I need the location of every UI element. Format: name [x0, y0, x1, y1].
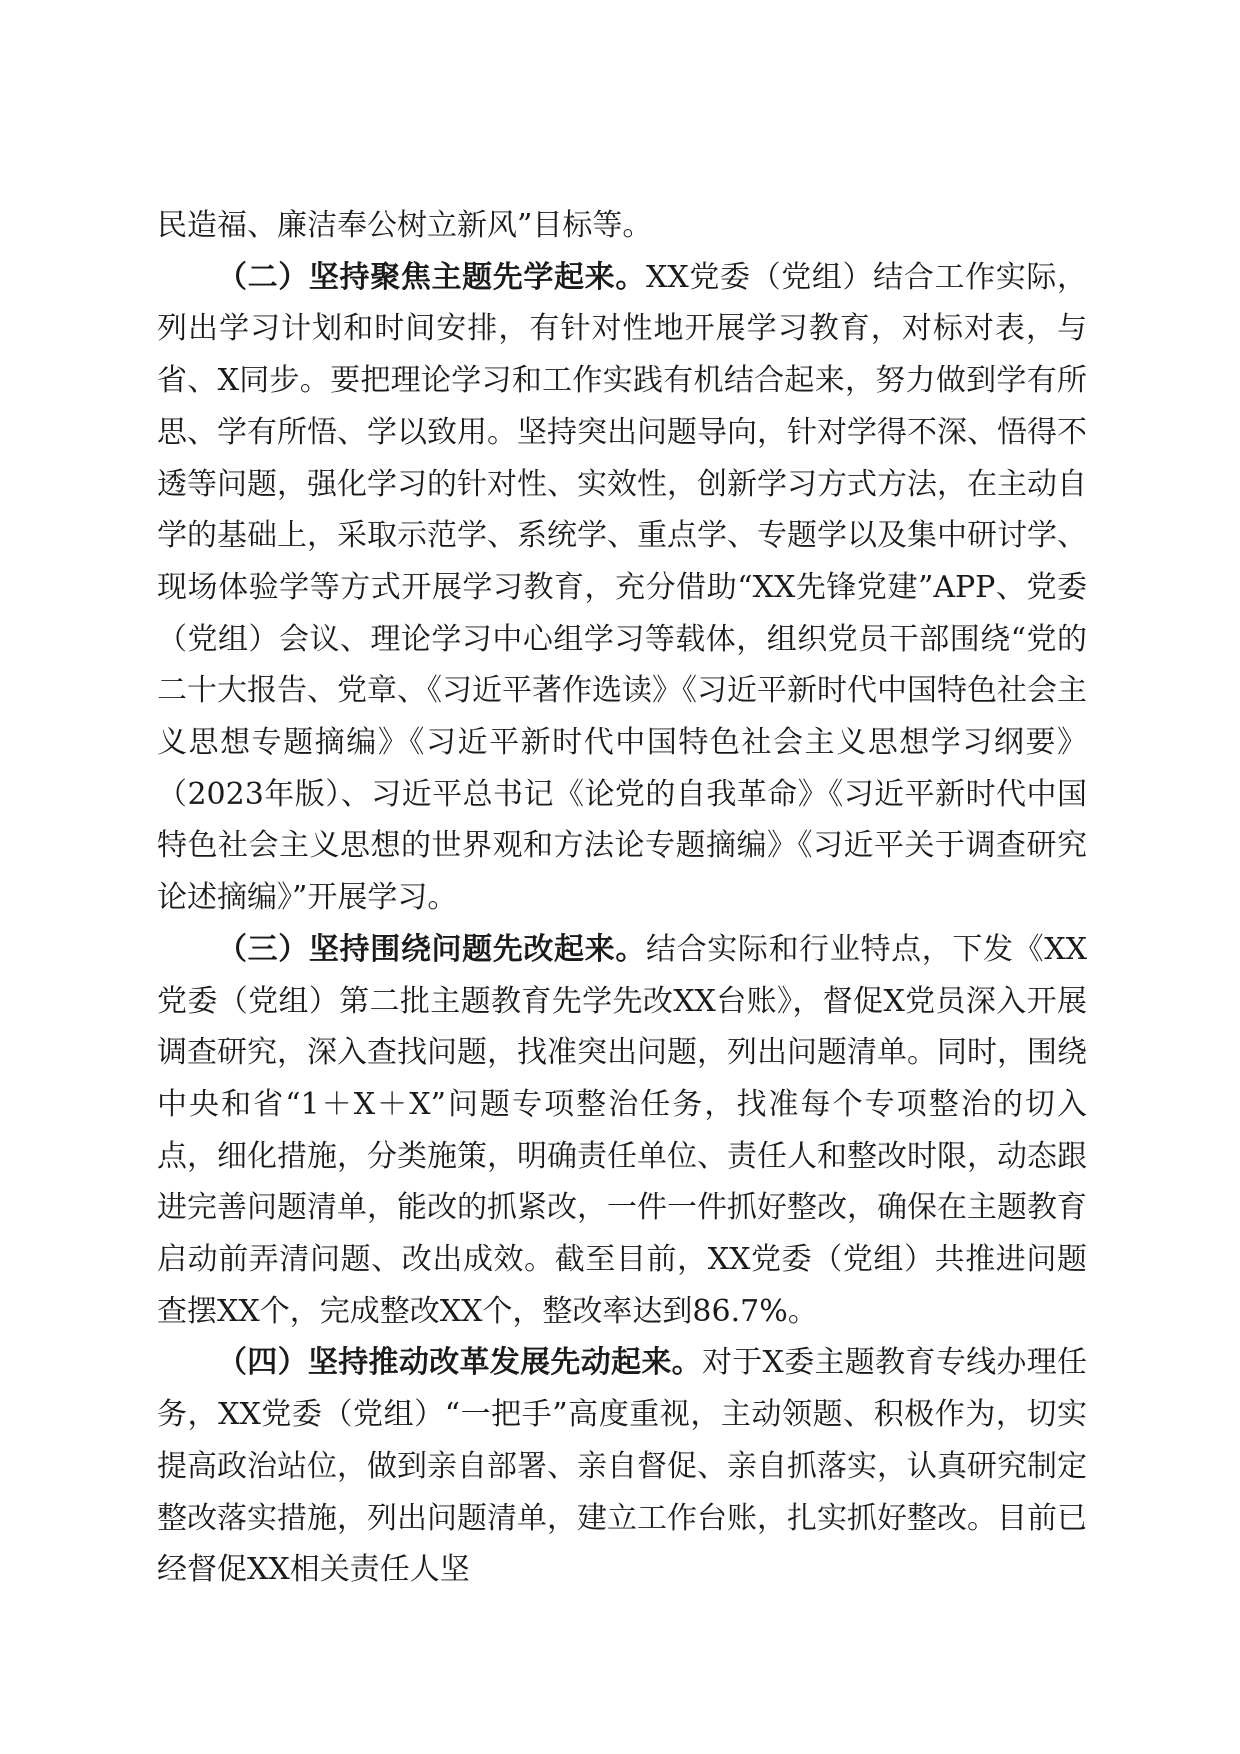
section-heading: （二）坚持聚焦主题先学起来。 [217, 259, 646, 295]
paragraph-text: 民造福、廉洁奉公树立新风”目标等。 [157, 208, 653, 243]
section-heading: （三）坚持围绕问题先改起来。 [217, 931, 646, 967]
paragraph-section-4 [157, 1337, 1087, 1596]
paragraph-continuation [157, 200, 1087, 252]
paragraph-section-3 [157, 924, 1087, 1338]
paragraph-text: XX党委（党组）结合工作实际，列出学习计划和时间安排，有针对性地开展学习教育，对标对表，与省、X同步。要把理论学习和工作实践有机结合起来，努力做到学有所思、学有所悟、学以致用。坚持突出问题导向，针对学得不深、悟得不透等问题，强化学习的针对性、实效性，创新学习方式方法，在主动自学的基础上，采取示范学、系统学、重点学、专题学以及集中研讨学、现场体验学等方式开展学习教育，充分借助“XX先锋党建”APP、党委（党组）会议、理论学习中心组学习等载体，组织党员干部围绕“党的二十大报告、党章、《习近平著作选读》《习近平新时代中国特色社会主义思想专题摘编》《习近平新时代中国特色社会主义思想学习纲要》（2023年版）、习近平总书记《论党的自我革命》《习近平新时代中国特色社会主义思想的世界观和方法论专题摘编》《习近平关于调查研究论述摘编》”开展学习。 [157, 259, 1088, 916]
paragraph-text: 结合实际和行业特点，下发《XX党委（党组）第二批主题教育先学先改XX台账》，督促X党员深入开展调查研究，深入查找问题，找准突出问题，列出问题清单。同时，围绕中央和省“1＋X＋X”问题专项整治任务，找准每个专项整治的切入点，细化措施，分类施策，明确责任单位、责任人和整改时限，动态跟进完善问题清单，能改的抓紧改，一件一件抓好整改，确保在主题教育启动前弄清问题、改出成效。截至目前，XX党委（党组）共推进问题查摆XX个，完成整改XX个，整改率达到86.7%。 [157, 931, 1088, 1329]
paragraph-section-2 [157, 252, 1087, 924]
paragraph-text: 对于X委主题教育专线办理任务，XX党委（党组）“一把手”高度重视，主动领题、积极作为，切实提高政治站位，做到亲自部署、亲自督促、亲自抓落实，认真研究制定整改落实措施，列出问题清单，建立工作台账，扎实抓好整改。目前已经督促XX相关责任人坚 [157, 1345, 1087, 1588]
section-heading: （四）坚持推动改革发展先动起来。 [217, 1345, 702, 1381]
document-body [157, 200, 1087, 1596]
